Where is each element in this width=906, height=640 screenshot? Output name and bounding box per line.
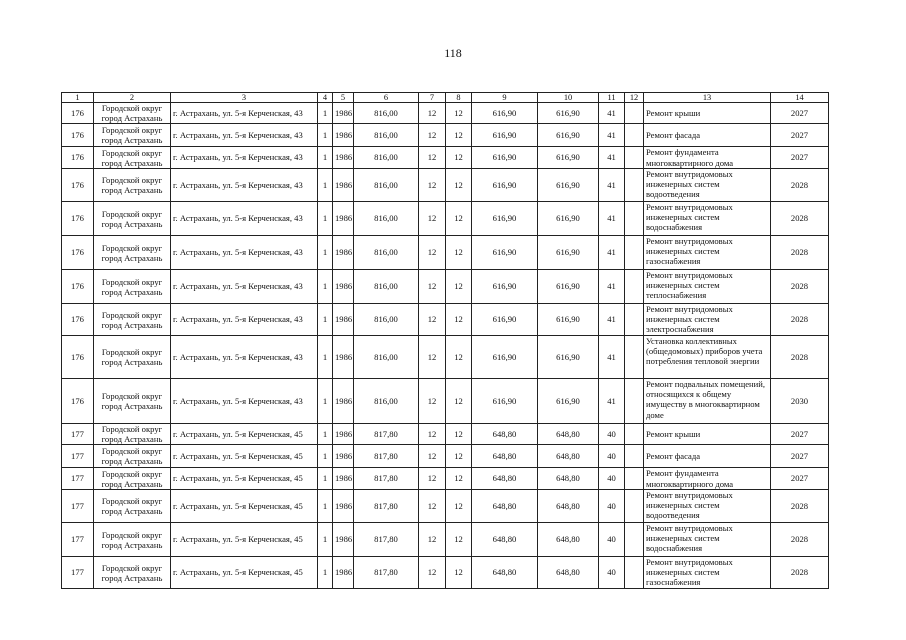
col7-cell: 12 bbox=[419, 468, 446, 490]
col12-cell bbox=[625, 169, 644, 202]
col4-cell: 1 bbox=[318, 202, 333, 236]
year-built-cell: 1986 bbox=[333, 270, 354, 304]
col8-cell: 12 bbox=[446, 304, 472, 336]
table-row bbox=[62, 557, 829, 589]
column-number: 4 bbox=[318, 93, 333, 103]
row-number: 177 bbox=[62, 424, 94, 445]
plan-year-cell: 2027 bbox=[771, 124, 829, 147]
work-type-cell: Ремонт фасада bbox=[644, 124, 771, 147]
col11-cell: 41 bbox=[599, 379, 625, 424]
plan-year-cell: 2027 bbox=[771, 445, 829, 468]
col9-cell: 616,90 bbox=[472, 124, 538, 147]
col9-cell: 648,80 bbox=[472, 557, 538, 589]
plan-year-cell: 2028 bbox=[771, 202, 829, 236]
col11-cell: 41 bbox=[599, 202, 625, 236]
col9-cell: 616,90 bbox=[472, 236, 538, 270]
col8-cell: 12 bbox=[446, 169, 472, 202]
col9-cell: 616,90 bbox=[472, 304, 538, 336]
col8-cell: 12 bbox=[446, 124, 472, 147]
total-area-cell: 816,00 bbox=[354, 304, 419, 336]
work-type-cell: Ремонт фундамента многоквартирного дома bbox=[644, 147, 771, 169]
col9-cell: 616,90 bbox=[472, 103, 538, 124]
col4-cell: 1 bbox=[318, 490, 333, 523]
col9-cell: 616,90 bbox=[472, 202, 538, 236]
table-row bbox=[62, 147, 829, 169]
municipality-cell: Городской округ город Астрахань bbox=[94, 468, 171, 490]
row-number: 176 bbox=[62, 336, 94, 379]
col10-cell: 648,80 bbox=[538, 468, 599, 490]
plan-year-cell: 2028 bbox=[771, 490, 829, 523]
address-cell: г. Астрахань, ул. 5-я Керченская, 43 bbox=[171, 202, 318, 236]
table-row bbox=[62, 304, 829, 336]
col11-cell: 40 bbox=[599, 424, 625, 445]
col8-cell: 12 bbox=[446, 424, 472, 445]
municipality-cell: Городской округ город Астрахань bbox=[94, 490, 171, 523]
plan-year-cell: 2027 bbox=[771, 468, 829, 490]
work-type-cell: Ремонт фундамента многоквартирного дома bbox=[644, 468, 771, 490]
column-number: 14 bbox=[771, 93, 829, 103]
work-type-cell: Ремонт внутридомовых инженерных систем электроснабжения bbox=[644, 304, 771, 336]
address-cell: г. Астрахань, ул. 5-я Керченская, 45 bbox=[171, 424, 318, 445]
col9-cell: 616,90 bbox=[472, 147, 538, 169]
address-cell: г. Астрахань, ул. 5-я Керченская, 45 bbox=[171, 490, 318, 523]
col7-cell: 12 bbox=[419, 379, 446, 424]
col4-cell: 1 bbox=[318, 236, 333, 270]
col7-cell: 12 bbox=[419, 236, 446, 270]
municipality-cell: Городской округ город Астрахань bbox=[94, 336, 171, 379]
col4-cell: 1 bbox=[318, 124, 333, 147]
col11-cell: 41 bbox=[599, 304, 625, 336]
table-row bbox=[62, 169, 829, 202]
table-row bbox=[62, 202, 829, 236]
municipality-cell: Городской округ город Астрахань bbox=[94, 557, 171, 589]
row-number: 176 bbox=[62, 236, 94, 270]
col8-cell: 12 bbox=[446, 147, 472, 169]
municipality-cell: Городской округ город Астрахань bbox=[94, 124, 171, 147]
total-area-cell: 816,00 bbox=[354, 103, 419, 124]
year-built-cell: 1986 bbox=[333, 236, 354, 270]
col8-cell: 12 bbox=[446, 523, 472, 557]
col11-cell: 41 bbox=[599, 169, 625, 202]
column-number: 9 bbox=[472, 93, 538, 103]
col7-cell: 12 bbox=[419, 124, 446, 147]
work-type-cell: Ремонт внутридомовых инженерных систем теплоснабжения bbox=[644, 270, 771, 304]
plan-year-cell: 2028 bbox=[771, 523, 829, 557]
table-row bbox=[62, 270, 829, 304]
col9-cell: 648,80 bbox=[472, 424, 538, 445]
column-number: 3 bbox=[171, 93, 318, 103]
plan-year-cell: 2027 bbox=[771, 424, 829, 445]
col12-cell bbox=[625, 236, 644, 270]
work-type-cell: Ремонт внутридомовых инженерных систем водоотведения bbox=[644, 169, 771, 202]
col7-cell: 12 bbox=[419, 304, 446, 336]
work-type-cell: Ремонт фасада bbox=[644, 445, 771, 468]
col10-cell: 648,80 bbox=[538, 523, 599, 557]
column-number-row bbox=[62, 93, 829, 103]
col10-cell: 616,90 bbox=[538, 304, 599, 336]
work-type-cell: Ремонт крыши bbox=[644, 103, 771, 124]
municipality-cell: Городской округ город Астрахань bbox=[94, 103, 171, 124]
plan-year-cell: 2030 bbox=[771, 379, 829, 424]
row-number: 176 bbox=[62, 124, 94, 147]
col4-cell: 1 bbox=[318, 523, 333, 557]
col10-cell: 648,80 bbox=[538, 424, 599, 445]
col12-cell bbox=[625, 304, 644, 336]
col8-cell: 12 bbox=[446, 557, 472, 589]
col9-cell: 648,80 bbox=[472, 523, 538, 557]
col12-cell bbox=[625, 336, 644, 379]
column-number: 7 bbox=[419, 93, 446, 103]
table-row bbox=[62, 445, 829, 468]
col8-cell: 12 bbox=[446, 336, 472, 379]
column-number: 10 bbox=[538, 93, 599, 103]
column-number: 2 bbox=[94, 93, 171, 103]
col10-cell: 648,80 bbox=[538, 490, 599, 523]
work-type-cell: Ремонт внутридомовых инженерных систем газоснабжения bbox=[644, 236, 771, 270]
col4-cell: 1 bbox=[318, 557, 333, 589]
address-cell: г. Астрахань, ул. 5-я Керченская, 43 bbox=[171, 270, 318, 304]
col4-cell: 1 bbox=[318, 304, 333, 336]
total-area-cell: 816,00 bbox=[354, 147, 419, 169]
col7-cell: 12 bbox=[419, 202, 446, 236]
col11-cell: 40 bbox=[599, 445, 625, 468]
total-area-cell: 816,00 bbox=[354, 124, 419, 147]
year-built-cell: 1986 bbox=[333, 304, 354, 336]
col12-cell bbox=[625, 523, 644, 557]
col9-cell: 616,90 bbox=[472, 169, 538, 202]
work-type-cell: Ремонт внутридомовых инженерных систем газоснабжения bbox=[644, 557, 771, 589]
municipality-cell: Городской округ город Астрахань bbox=[94, 379, 171, 424]
col10-cell: 616,90 bbox=[538, 202, 599, 236]
year-built-cell: 1986 bbox=[333, 147, 354, 169]
work-type-cell: Ремонт внутридомовых инженерных систем водоснабжения bbox=[644, 202, 771, 236]
year-built-cell: 1986 bbox=[333, 336, 354, 379]
col12-cell bbox=[625, 124, 644, 147]
col10-cell: 616,90 bbox=[538, 336, 599, 379]
col11-cell: 41 bbox=[599, 270, 625, 304]
row-number: 177 bbox=[62, 445, 94, 468]
total-area-cell: 817,80 bbox=[354, 424, 419, 445]
table-row bbox=[62, 236, 829, 270]
work-type-cell: Ремонт внутридомовых инженерных систем водоотведения bbox=[644, 490, 771, 523]
plan-year-cell: 2028 bbox=[771, 336, 829, 379]
col4-cell: 1 bbox=[318, 336, 333, 379]
col4-cell: 1 bbox=[318, 424, 333, 445]
col7-cell: 12 bbox=[419, 523, 446, 557]
col7-cell: 12 bbox=[419, 270, 446, 304]
address-cell: г. Астрахань, ул. 5-я Керченская, 43 bbox=[171, 103, 318, 124]
address-cell: г. Астрахань, ул. 5-я Керченская, 45 bbox=[171, 523, 318, 557]
year-built-cell: 1986 bbox=[333, 445, 354, 468]
column-number: 6 bbox=[354, 93, 419, 103]
row-number: 176 bbox=[62, 147, 94, 169]
total-area-cell: 816,00 bbox=[354, 336, 419, 379]
work-type-cell: Установка коллективных (общедомовых) приборов учета потребления тепловой энергии bbox=[644, 336, 771, 379]
table-row bbox=[62, 424, 829, 445]
municipality-cell: Городской округ город Астрахань bbox=[94, 147, 171, 169]
total-area-cell: 816,00 bbox=[354, 202, 419, 236]
col8-cell: 12 bbox=[446, 490, 472, 523]
col11-cell: 41 bbox=[599, 147, 625, 169]
col12-cell bbox=[625, 490, 644, 523]
col10-cell: 648,80 bbox=[538, 445, 599, 468]
col10-cell: 616,90 bbox=[538, 103, 599, 124]
col11-cell: 40 bbox=[599, 490, 625, 523]
year-built-cell: 1986 bbox=[333, 523, 354, 557]
plan-year-cell: 2028 bbox=[771, 236, 829, 270]
col4-cell: 1 bbox=[318, 379, 333, 424]
col9-cell: 616,90 bbox=[472, 270, 538, 304]
address-cell: г. Астрахань, ул. 5-я Керченская, 43 bbox=[171, 304, 318, 336]
col4-cell: 1 bbox=[318, 169, 333, 202]
address-cell: г. Астрахань, ул. 5-я Керченская, 43 bbox=[171, 336, 318, 379]
col11-cell: 41 bbox=[599, 236, 625, 270]
plan-year-cell: 2028 bbox=[771, 557, 829, 589]
address-cell: г. Астрахань, ул. 5-я Керченская, 45 bbox=[171, 557, 318, 589]
col12-cell bbox=[625, 468, 644, 490]
column-number: 11 bbox=[599, 93, 625, 103]
total-area-cell: 817,80 bbox=[354, 468, 419, 490]
plan-year-cell: 2027 bbox=[771, 103, 829, 124]
total-area-cell: 817,80 bbox=[354, 523, 419, 557]
column-number: 12 bbox=[625, 93, 644, 103]
col4-cell: 1 bbox=[318, 445, 333, 468]
table-row bbox=[62, 124, 829, 147]
col9-cell: 648,80 bbox=[472, 445, 538, 468]
col9-cell: 648,80 bbox=[472, 490, 538, 523]
year-built-cell: 1986 bbox=[333, 424, 354, 445]
col8-cell: 12 bbox=[446, 202, 472, 236]
col8-cell: 12 bbox=[446, 445, 472, 468]
col10-cell: 616,90 bbox=[538, 379, 599, 424]
address-cell: г. Астрахань, ул. 5-я Керченская, 43 bbox=[171, 236, 318, 270]
plan-year-cell: 2028 bbox=[771, 270, 829, 304]
col12-cell bbox=[625, 270, 644, 304]
total-area-cell: 817,80 bbox=[354, 445, 419, 468]
col4-cell: 1 bbox=[318, 270, 333, 304]
row-number: 177 bbox=[62, 468, 94, 490]
col12-cell bbox=[625, 557, 644, 589]
col10-cell: 616,90 bbox=[538, 270, 599, 304]
col7-cell: 12 bbox=[419, 490, 446, 523]
year-built-cell: 1986 bbox=[333, 124, 354, 147]
row-number: 176 bbox=[62, 202, 94, 236]
plan-year-cell: 2028 bbox=[771, 169, 829, 202]
table-row bbox=[62, 336, 829, 379]
col11-cell: 41 bbox=[599, 124, 625, 147]
column-number: 1 bbox=[62, 93, 94, 103]
col12-cell bbox=[625, 147, 644, 169]
capital-repair-table bbox=[61, 92, 829, 589]
col7-cell: 12 bbox=[419, 445, 446, 468]
year-built-cell: 1986 bbox=[333, 103, 354, 124]
col10-cell: 648,80 bbox=[538, 557, 599, 589]
row-number: 176 bbox=[62, 169, 94, 202]
total-area-cell: 817,80 bbox=[354, 557, 419, 589]
year-built-cell: 1986 bbox=[333, 379, 354, 424]
col11-cell: 40 bbox=[599, 557, 625, 589]
column-number: 8 bbox=[446, 93, 472, 103]
table-row bbox=[62, 490, 829, 523]
row-number: 176 bbox=[62, 304, 94, 336]
row-number: 176 bbox=[62, 103, 94, 124]
table-row bbox=[62, 379, 829, 424]
col4-cell: 1 bbox=[318, 103, 333, 124]
col10-cell: 616,90 bbox=[538, 236, 599, 270]
col7-cell: 12 bbox=[419, 424, 446, 445]
col9-cell: 616,90 bbox=[472, 379, 538, 424]
table-row bbox=[62, 523, 829, 557]
col11-cell: 41 bbox=[599, 103, 625, 124]
municipality-cell: Городской округ город Астрахань bbox=[94, 304, 171, 336]
col7-cell: 12 bbox=[419, 147, 446, 169]
municipality-cell: Городской округ город Астрахань bbox=[94, 202, 171, 236]
col10-cell: 616,90 bbox=[538, 169, 599, 202]
table-row bbox=[62, 103, 829, 124]
col10-cell: 616,90 bbox=[538, 147, 599, 169]
col8-cell: 12 bbox=[446, 236, 472, 270]
municipality-cell: Городской округ город Астрахань bbox=[94, 169, 171, 202]
col4-cell: 1 bbox=[318, 468, 333, 490]
address-cell: г. Астрахань, ул. 5-я Керченская, 45 bbox=[171, 468, 318, 490]
column-number: 13 bbox=[644, 93, 771, 103]
col12-cell bbox=[625, 379, 644, 424]
column-number: 5 bbox=[333, 93, 354, 103]
row-number: 177 bbox=[62, 490, 94, 523]
col7-cell: 12 bbox=[419, 336, 446, 379]
col12-cell bbox=[625, 445, 644, 468]
year-built-cell: 1986 bbox=[333, 169, 354, 202]
row-number: 177 bbox=[62, 557, 94, 589]
address-cell: г. Астрахань, ул. 5-я Керченская, 43 bbox=[171, 124, 318, 147]
municipality-cell: Городской округ город Астрахань bbox=[94, 523, 171, 557]
total-area-cell: 816,00 bbox=[354, 169, 419, 202]
col8-cell: 12 bbox=[446, 270, 472, 304]
col10-cell: 616,90 bbox=[538, 124, 599, 147]
col11-cell: 41 bbox=[599, 336, 625, 379]
col8-cell: 12 bbox=[446, 468, 472, 490]
plan-year-cell: 2027 bbox=[771, 147, 829, 169]
row-number: 177 bbox=[62, 523, 94, 557]
table-row bbox=[62, 468, 829, 490]
page-number: 118 bbox=[444, 46, 462, 60]
col7-cell: 12 bbox=[419, 169, 446, 202]
work-type-cell: Ремонт внутридомовых инженерных систем водоснабжения bbox=[644, 523, 771, 557]
address-cell: г. Астрахань, ул. 5-я Керченская, 43 bbox=[171, 147, 318, 169]
col8-cell: 12 bbox=[446, 379, 472, 424]
plan-year-cell: 2028 bbox=[771, 304, 829, 336]
address-cell: г. Астрахань, ул. 5-я Керченская, 45 bbox=[171, 445, 318, 468]
col4-cell: 1 bbox=[318, 147, 333, 169]
municipality-cell: Городской округ город Астрахань bbox=[94, 236, 171, 270]
total-area-cell: 816,00 bbox=[354, 379, 419, 424]
col12-cell bbox=[625, 103, 644, 124]
col7-cell: 12 bbox=[419, 557, 446, 589]
row-number: 176 bbox=[62, 270, 94, 304]
col11-cell: 40 bbox=[599, 523, 625, 557]
total-area-cell: 817,80 bbox=[354, 490, 419, 523]
year-built-cell: 1986 bbox=[333, 557, 354, 589]
municipality-cell: Городской округ город Астрахань bbox=[94, 270, 171, 304]
year-built-cell: 1986 bbox=[333, 468, 354, 490]
year-built-cell: 1986 bbox=[333, 202, 354, 236]
year-built-cell: 1986 bbox=[333, 490, 354, 523]
municipality-cell: Городской округ город Астрахань bbox=[94, 424, 171, 445]
col7-cell: 12 bbox=[419, 103, 446, 124]
col11-cell: 40 bbox=[599, 468, 625, 490]
col8-cell: 12 bbox=[446, 103, 472, 124]
address-cell: г. Астрахань, ул. 5-я Керченская, 43 bbox=[171, 169, 318, 202]
address-cell: г. Астрахань, ул. 5-я Керченская, 43 bbox=[171, 379, 318, 424]
col12-cell bbox=[625, 424, 644, 445]
col9-cell: 616,90 bbox=[472, 336, 538, 379]
total-area-cell: 816,00 bbox=[354, 236, 419, 270]
work-type-cell: Ремонт крыши bbox=[644, 424, 771, 445]
work-type-cell: Ремонт подвальных помещений, относящихся к общему имуществу в многоквартирном доме bbox=[644, 379, 771, 424]
col9-cell: 648,80 bbox=[472, 468, 538, 490]
row-number: 176 bbox=[62, 379, 94, 424]
col12-cell bbox=[625, 202, 644, 236]
municipality-cell: Городской округ город Астрахань bbox=[94, 445, 171, 468]
total-area-cell: 816,00 bbox=[354, 270, 419, 304]
